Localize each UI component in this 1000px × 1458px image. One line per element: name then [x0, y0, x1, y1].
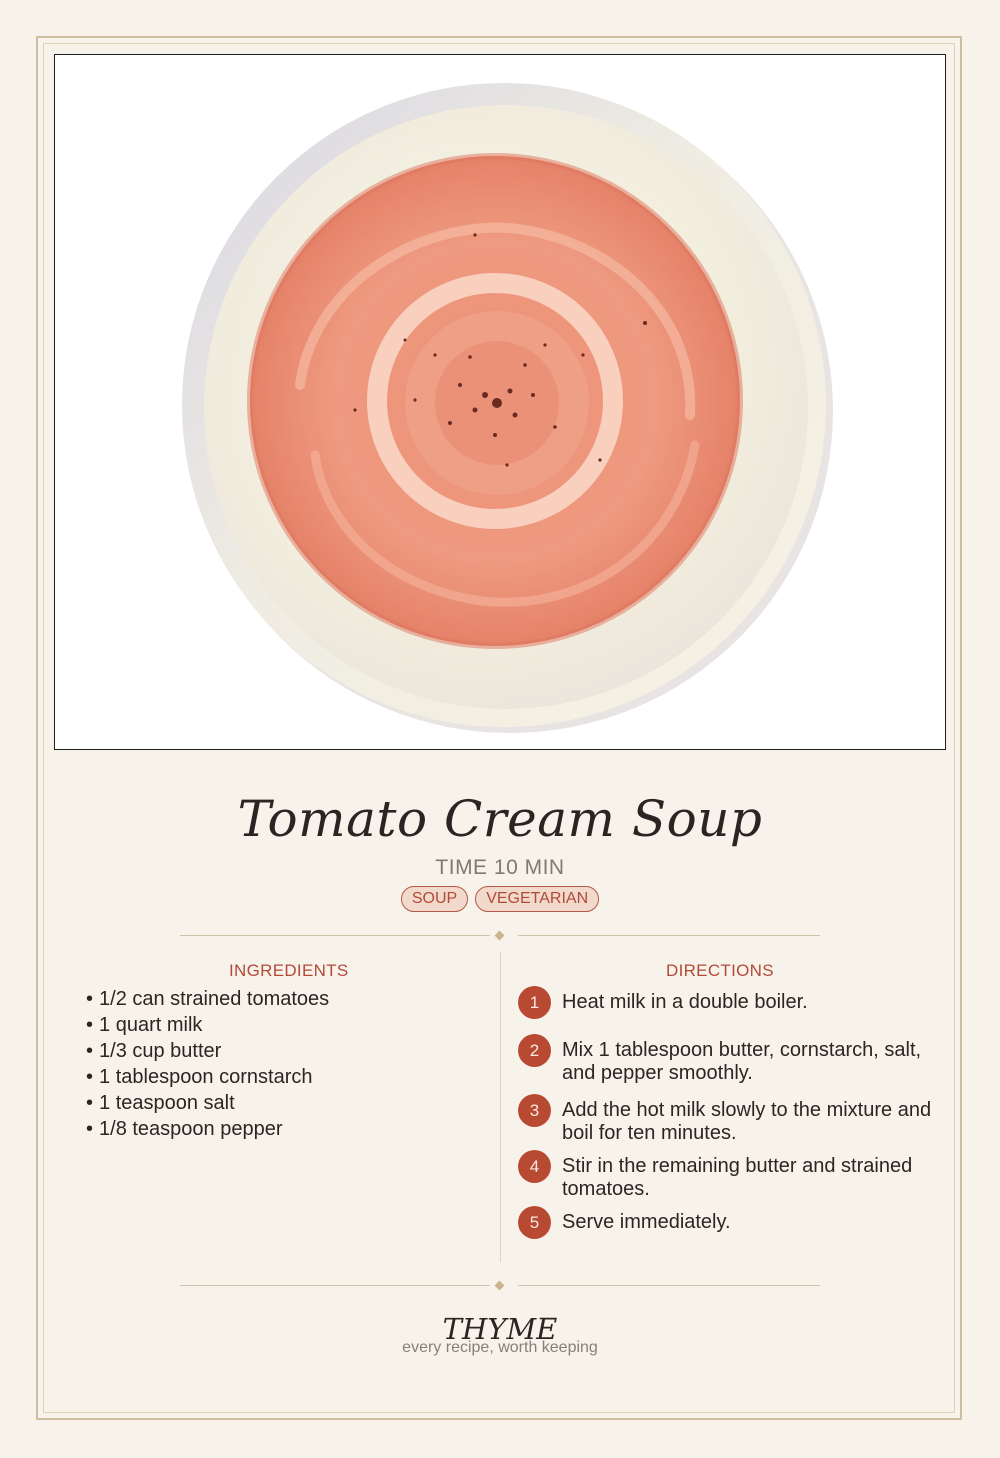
diamond-ornament-icon — [495, 931, 505, 941]
step-number: 3 — [518, 1094, 551, 1127]
step-text: Mix 1 tablespoon butter, cornstarch, salt, and pepper smoothly. — [562, 1039, 922, 1084]
step-text: Add the hot milk slowly to the mixture and boil for ten minutes. — [562, 1099, 932, 1144]
ingredient-item: • 1/8 teaspoon pepper — [86, 1116, 329, 1142]
step-text: Serve immediately. — [562, 1211, 731, 1233]
ingredient-item: • 1 tablespoon cornstarch — [86, 1064, 329, 1090]
divider-bottom — [180, 1279, 820, 1293]
ingredient-item: • 1/3 cup butter — [86, 1038, 329, 1064]
step-number: 1 — [518, 986, 551, 1019]
tag-vegetarian[interactable]: VEGETARIAN — [475, 886, 599, 912]
soup-illustration — [54, 54, 946, 750]
step-number: 2 — [518, 1034, 551, 1067]
ingredient-item: • 1 teaspoon salt — [86, 1090, 329, 1116]
step-number: 5 — [518, 1206, 551, 1239]
brand-logo: THYME — [442, 1312, 558, 1346]
column-divider — [500, 952, 501, 1262]
cook-time: TIME 10 MIN — [435, 856, 565, 879]
directions-heading: DIRECTIONS — [666, 961, 774, 980]
divider-top — [180, 929, 820, 943]
step-number: 4 — [518, 1150, 551, 1183]
tag-list — [0, 886, 1000, 912]
recipe-title: Tomato Cream Soup — [237, 790, 763, 848]
ingredients-list — [86, 986, 329, 1142]
tag-soup[interactable]: SOUP — [401, 886, 468, 912]
ingredient-item: • 1 quart milk — [86, 1012, 329, 1038]
ingredient-item: • 1/2 can strained tomatoes — [86, 986, 329, 1012]
step-text: Heat milk in a double boiler. — [562, 991, 808, 1013]
step-text: Stir in the remaining butter and strained tomatoes. — [562, 1155, 913, 1200]
ingredients-heading: INGREDIENTS — [229, 961, 349, 980]
brand-tagline: every recipe, worth keeping — [402, 1339, 598, 1356]
diamond-ornament-icon — [495, 1281, 505, 1291]
